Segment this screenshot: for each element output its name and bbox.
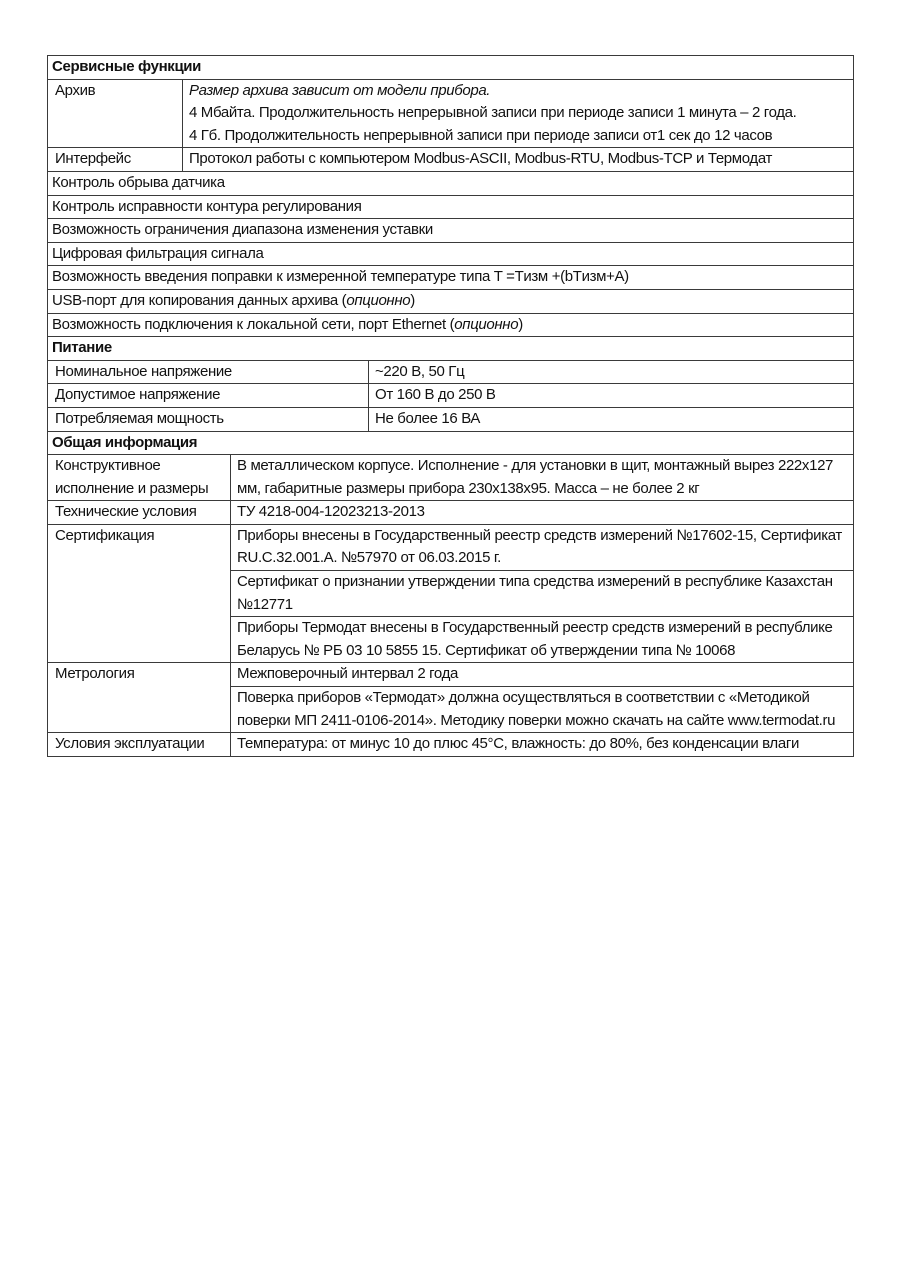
row-label-specs: Технические условия xyxy=(48,501,231,525)
row-label-power-consumption: Потребляемая мощность xyxy=(48,407,369,431)
feature-usb xyxy=(48,289,854,313)
archive-line-1: 4 Мбайта. Продолжительность непрерывной записи при периоде записи 1 минута – 2 года. xyxy=(189,104,797,122)
table-row-feature xyxy=(48,242,854,266)
row-value-conditions: Температура: от минус 10 до плюс 45°С, влажность: до 80%, без конденсации влаги xyxy=(231,733,854,757)
table-row-design xyxy=(48,455,854,501)
table-row-specs xyxy=(48,501,854,525)
table-row-archive xyxy=(48,79,854,148)
section-header-row xyxy=(48,56,854,80)
table-row-feature xyxy=(48,313,854,337)
table-row-conditions xyxy=(48,733,854,757)
usb-optional: опционно xyxy=(346,291,411,309)
row-value-certification-russia: Приборы внесены в Государственный реестр средств измерений №17602-15, Сертификат RU.C.32.001.A. №57970 от 06.03.2015 г. xyxy=(231,524,854,570)
feature-ethernet xyxy=(48,313,854,337)
table-row-metrology xyxy=(48,663,854,687)
ethernet-close: ) xyxy=(518,315,523,333)
table-row-feature xyxy=(48,195,854,219)
table-row-feature xyxy=(48,266,854,290)
row-value-archive xyxy=(183,79,854,148)
row-label-certification: Сертификация xyxy=(48,524,231,663)
ethernet-text: Возможность подключения к локальной сети, порт Ethernet ( xyxy=(52,315,455,333)
row-value-nominal-voltage: ~220 В, 50 Гц xyxy=(369,360,854,384)
section-title-general: Общая информация xyxy=(48,431,854,455)
section-header-row xyxy=(48,431,854,455)
general-info-table xyxy=(47,431,854,757)
row-value-interface: Протокол работы с компьютером Modbus-ASCII, Modbus-RTU, Modbus-TCP и Термодат xyxy=(183,148,854,172)
archive-line-2: 4 Гб. Продолжительность непрерывной записи при периоде записи от1 сек до 12 часов xyxy=(189,126,773,144)
table-row-feature xyxy=(48,171,854,195)
feature-correction: Возможность введения поправки к измеренной температуре типа T =Tизм +(bTизм+A) xyxy=(48,266,854,290)
usb-close: ) xyxy=(410,291,415,309)
table-row-interface xyxy=(48,148,854,172)
row-value-design: В металлическом корпусе. Исполнение - для установки в щит, монтажный вырез 222х127 мм, габаритные размеры прибора 230х138х95. Масса – не более 2 кг xyxy=(231,455,854,501)
row-value-metrology-interval: Межповерочный интервал 2 года xyxy=(231,663,854,687)
row-label-metrology: Метрология xyxy=(48,663,231,733)
table-row-power xyxy=(48,360,854,384)
table-row-power xyxy=(48,384,854,408)
feature-digital-filter: Цифровая фильтрация сигнала xyxy=(48,242,854,266)
row-value-metrology-verification: Поверка приборов «Термодат» должна осуществляться в соответствии с «Методикой поверки МП 2411-0106-2014». Методику поверки можно скачать на сайте www.termodat.ru xyxy=(231,687,854,733)
power-table xyxy=(47,336,854,431)
section-header-row xyxy=(48,337,854,361)
section-title-power: Питание xyxy=(48,337,854,361)
row-label-archive: Архив xyxy=(48,79,183,148)
ethernet-optional: опционно xyxy=(454,315,519,333)
table-row-power xyxy=(48,407,854,431)
feature-loop-control: Контроль исправности контура регулирования xyxy=(48,195,854,219)
row-label-design: Конструктивное исполнение и размеры xyxy=(48,455,231,501)
row-label-nominal-voltage: Номинальное напряжение xyxy=(48,360,369,384)
row-label-interface: Интерфейс xyxy=(48,148,183,172)
feature-sensor-break: Контроль обрыва датчика xyxy=(48,171,854,195)
row-value-power-consumption: Не более 16 ВА xyxy=(369,407,854,431)
row-value-certification-kazakhstan: Сертификат о признании утверждении типа средства измерений в республике Казахстан №12771 xyxy=(231,571,854,617)
spec-document xyxy=(47,55,853,757)
feature-setpoint-limit: Возможность ограничения диапазона изменения уставки xyxy=(48,219,854,243)
service-functions-table xyxy=(47,55,854,337)
row-label-allowed-voltage: Допустимое напряжение xyxy=(48,384,369,408)
usb-text: USB-порт для копирования данных архива ( xyxy=(52,291,347,309)
row-value-certification-belarus: Приборы Термодат внесены в Государственный реестр средств измерений в республике Беларусь № РБ 03 10 5855 15. Сертификат об утверждении типа № 10068 xyxy=(231,617,854,663)
archive-note: Размер архива зависит от модели прибора. xyxy=(189,81,491,99)
table-row-certification xyxy=(48,524,854,570)
row-value-specs: ТУ 4218-004-12023213-2013 xyxy=(231,501,854,525)
table-row-feature xyxy=(48,289,854,313)
table-row-feature xyxy=(48,219,854,243)
row-value-allowed-voltage: От 160 В до 250 В xyxy=(369,384,854,408)
section-title-service: Сервисные функции xyxy=(48,56,854,80)
row-label-conditions: Условия эксплуатации xyxy=(48,733,231,757)
